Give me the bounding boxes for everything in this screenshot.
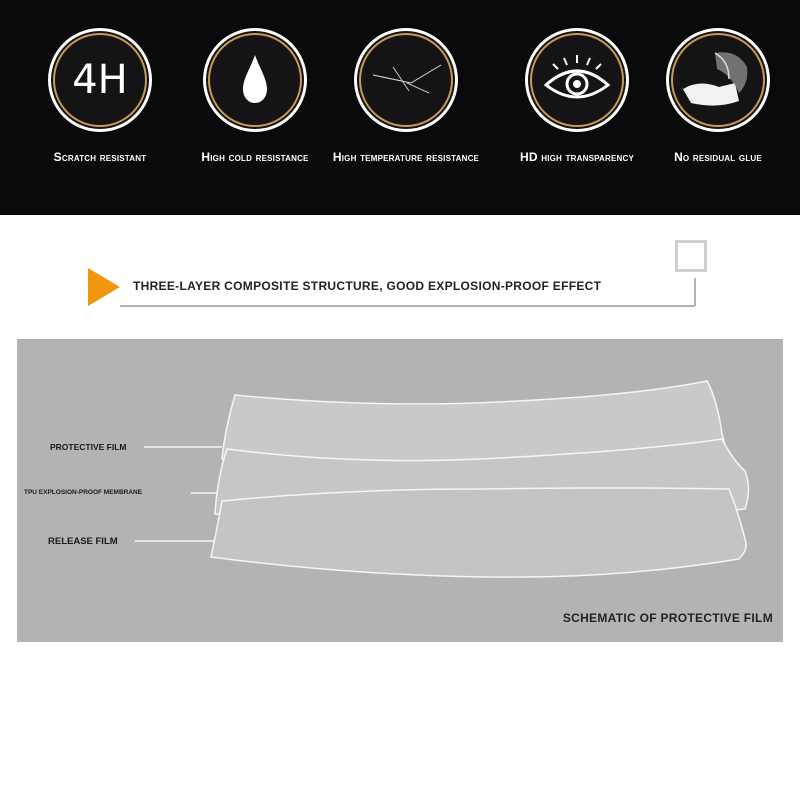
corner-square-icon [675,240,707,272]
feature-badge [48,28,152,132]
feature-label: HD high transparency [519,150,635,164]
section-header-decoration [88,268,708,318]
feature-badge [354,28,458,132]
layer-label-protective: PROTECTIVE FILM [50,442,127,452]
eye-icon [528,31,626,129]
layer-label-tpu: TPU EXPLOSION-PROOF MEMBRANE [24,489,143,496]
feature-hd-transparency [497,28,657,164]
film-diagram-panel [17,339,783,642]
diagram-caption: SCHEMATIC OF PROTECTIVE FILM [562,611,773,625]
feature-scratch-resistant [20,28,180,164]
feature-cold-resistance [175,28,335,164]
release-film-layer [211,488,746,577]
layer-label-release: RELEASE FILM [48,536,118,547]
feature-temperature-resistance [326,28,486,164]
badge-text: 4H [72,57,128,103]
scratch-lines-icon [357,31,455,129]
peeling-film-icon [669,31,767,129]
feature-label: High temperature resistance [332,150,480,164]
feature-label: Scratch resistant [53,150,147,164]
water-drop-icon [206,31,304,129]
feature-label: No residual glue [674,150,762,164]
feature-badge [203,28,307,132]
feature-no-residual-glue [638,28,798,164]
feature-badge [525,28,629,132]
section-header [88,268,708,323]
feature-badge [666,28,770,132]
feature-label: High cold resistance [201,150,309,164]
orange-arrow-icon [88,268,120,306]
feature-banner [0,0,800,215]
section-title: THREE-LAYER COMPOSITE STRUCTURE, GOOD EXPLOSION-PROOF EFFECT [133,279,602,293]
